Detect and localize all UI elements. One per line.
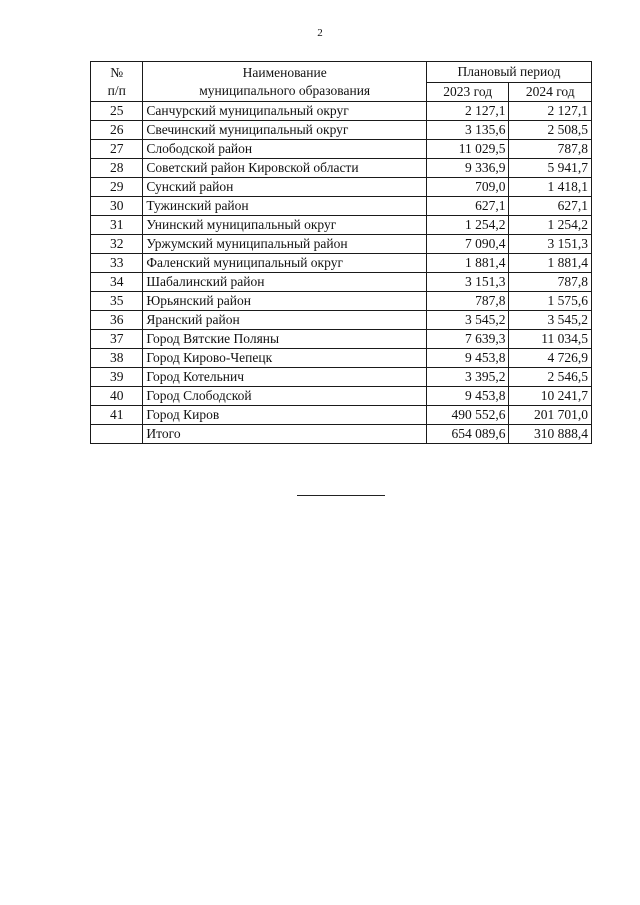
table-row bbox=[91, 102, 592, 121]
row-municipality-name: Юрьянский район bbox=[143, 292, 427, 311]
row-municipality-name: Город Слободской bbox=[143, 387, 427, 406]
table-row bbox=[91, 216, 592, 235]
row-value-2023: 7 090,4 bbox=[426, 235, 509, 254]
row-value-2023: 490 552,6 bbox=[426, 406, 509, 425]
header-number-sublabel: п/п bbox=[107, 82, 126, 98]
header-number-label: № bbox=[110, 64, 124, 80]
row-value-2023: 9 453,8 bbox=[426, 387, 509, 406]
header-name-label: Наименование bbox=[242, 64, 327, 80]
table-body bbox=[91, 102, 592, 425]
table-row bbox=[91, 178, 592, 197]
header-number-cell bbox=[91, 62, 143, 102]
row-value-2024: 5 941,7 bbox=[509, 159, 592, 178]
header-row-1 bbox=[91, 62, 592, 83]
total-row bbox=[91, 425, 592, 444]
row-number: 25 bbox=[91, 102, 143, 121]
row-value-2024: 1 254,2 bbox=[509, 216, 592, 235]
row-number: 34 bbox=[91, 273, 143, 292]
row-value-2024: 201 701,0 bbox=[509, 406, 592, 425]
row-value-2024: 3 545,2 bbox=[509, 311, 592, 330]
row-value-2023: 627,1 bbox=[426, 197, 509, 216]
row-number: 36 bbox=[91, 311, 143, 330]
row-municipality-name: Советский район Кировской области bbox=[143, 159, 427, 178]
header-year-2024: 2024 год bbox=[509, 83, 592, 102]
row-municipality-name: Унинский муниципальный округ bbox=[143, 216, 427, 235]
row-number: 30 bbox=[91, 197, 143, 216]
row-value-2024: 1 881,4 bbox=[509, 254, 592, 273]
row-number: 35 bbox=[91, 292, 143, 311]
row-value-2024: 4 726,9 bbox=[509, 349, 592, 368]
table-row bbox=[91, 254, 592, 273]
row-number: 27 bbox=[91, 140, 143, 159]
row-value-2023: 787,8 bbox=[426, 292, 509, 311]
row-value-2024: 1 418,1 bbox=[509, 178, 592, 197]
table-row bbox=[91, 121, 592, 140]
row-value-2023: 9 453,8 bbox=[426, 349, 509, 368]
total-value-2023: 654 089,6 bbox=[426, 425, 509, 444]
total-number-cell bbox=[91, 425, 143, 444]
row-municipality-name: Город Котельнич bbox=[143, 368, 427, 387]
subsidy-table bbox=[90, 61, 592, 444]
table-row bbox=[91, 273, 592, 292]
page-number: 2 bbox=[317, 27, 323, 39]
total-label: Итого bbox=[143, 425, 427, 444]
row-municipality-name: Город Кирово-Чепецк bbox=[143, 349, 427, 368]
row-value-2023: 3 135,6 bbox=[426, 121, 509, 140]
row-municipality-name: Яранский район bbox=[143, 311, 427, 330]
row-value-2024: 3 151,3 bbox=[509, 235, 592, 254]
row-value-2023: 3 151,3 bbox=[426, 273, 509, 292]
row-value-2024: 787,8 bbox=[509, 273, 592, 292]
row-municipality-name: Сунский район bbox=[143, 178, 427, 197]
row-value-2024: 2 127,1 bbox=[509, 102, 592, 121]
row-value-2023: 3 545,2 bbox=[426, 311, 509, 330]
table-row bbox=[91, 330, 592, 349]
table-row bbox=[91, 292, 592, 311]
table-footer bbox=[91, 425, 592, 444]
row-municipality-name: Город Вятские Поляны bbox=[143, 330, 427, 349]
table-row bbox=[91, 349, 592, 368]
row-number: 28 bbox=[91, 159, 143, 178]
table-row bbox=[91, 311, 592, 330]
table-row bbox=[91, 368, 592, 387]
row-value-2023: 11 029,5 bbox=[426, 140, 509, 159]
row-municipality-name: Уржумский муниципальный район bbox=[143, 235, 427, 254]
row-value-2024: 787,8 bbox=[509, 140, 592, 159]
row-number: 26 bbox=[91, 121, 143, 140]
row-municipality-name: Тужинский район bbox=[143, 197, 427, 216]
row-number: 39 bbox=[91, 368, 143, 387]
row-value-2024: 2 546,5 bbox=[509, 368, 592, 387]
row-value-2023: 7 639,3 bbox=[426, 330, 509, 349]
row-value-2024: 10 241,7 bbox=[509, 387, 592, 406]
row-number: 33 bbox=[91, 254, 143, 273]
row-number: 40 bbox=[91, 387, 143, 406]
table-row bbox=[91, 140, 592, 159]
table-row bbox=[91, 159, 592, 178]
table-header bbox=[91, 62, 592, 102]
row-number: 38 bbox=[91, 349, 143, 368]
row-number: 31 bbox=[91, 216, 143, 235]
row-value-2024: 11 034,5 bbox=[509, 330, 592, 349]
row-value-2023: 3 395,2 bbox=[426, 368, 509, 387]
table-row bbox=[91, 197, 592, 216]
row-value-2023: 2 127,1 bbox=[426, 102, 509, 121]
row-value-2024: 1 575,6 bbox=[509, 292, 592, 311]
row-number: 41 bbox=[91, 406, 143, 425]
row-number: 37 bbox=[91, 330, 143, 349]
row-value-2023: 9 336,9 bbox=[426, 159, 509, 178]
header-name-sublabel: муниципального образования bbox=[199, 82, 371, 98]
total-value-2024: 310 888,4 bbox=[509, 425, 592, 444]
row-municipality-name: Санчурский муниципальный округ bbox=[143, 102, 427, 121]
row-number: 32 bbox=[91, 235, 143, 254]
row-value-2024: 2 508,5 bbox=[509, 121, 592, 140]
row-municipality-name: Город Киров bbox=[143, 406, 427, 425]
header-name-cell bbox=[143, 62, 427, 102]
header-period: Плановый период bbox=[426, 62, 591, 83]
table-row bbox=[91, 235, 592, 254]
table-row bbox=[91, 387, 592, 406]
row-municipality-name: Слободской район bbox=[143, 140, 427, 159]
row-value-2024: 627,1 bbox=[509, 197, 592, 216]
header-year-2023: 2023 год bbox=[426, 83, 509, 102]
row-municipality-name: Фаленский муниципальный округ bbox=[143, 254, 427, 273]
row-number: 29 bbox=[91, 178, 143, 197]
row-municipality-name: Шабалинский район bbox=[143, 273, 427, 292]
row-value-2023: 709,0 bbox=[426, 178, 509, 197]
row-municipality-name: Свечинский муниципальный округ bbox=[143, 121, 427, 140]
row-value-2023: 1 881,4 bbox=[426, 254, 509, 273]
row-value-2023: 1 254,2 bbox=[426, 216, 509, 235]
closing-divider-line bbox=[297, 495, 385, 496]
table-row bbox=[91, 406, 592, 425]
